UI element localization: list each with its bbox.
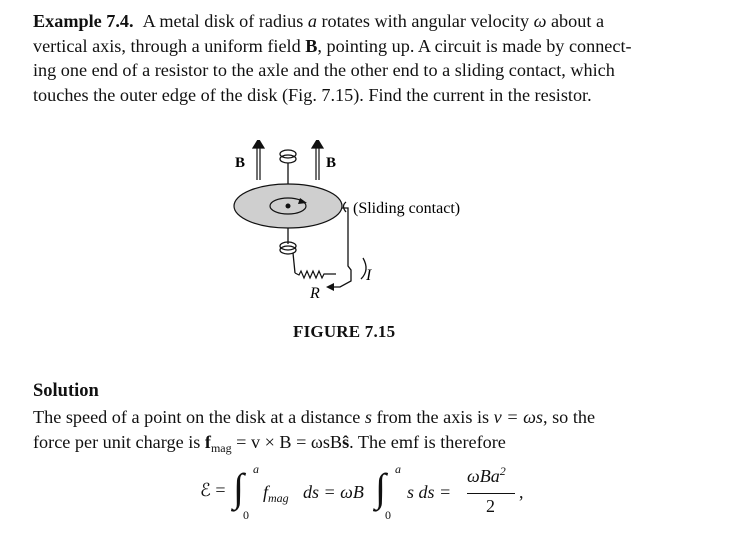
lower-bearing — [280, 228, 296, 273]
figure-caption: FIGURE 7.15 — [293, 322, 396, 341]
force-subscript: mag — [210, 440, 232, 455]
example-text: about a — [546, 11, 605, 31]
ds-term-1: ds = ωB — [303, 482, 364, 502]
solution-text: force per unit charge is — [33, 431, 205, 452]
figure-disk-circuit — [220, 140, 490, 310]
axle-center — [286, 204, 291, 209]
example-paragraph — [33, 9, 713, 107]
sliding-contact — [344, 202, 347, 212]
field-b: B — [305, 35, 318, 56]
fraction-bar — [467, 493, 515, 494]
f-symbol: f — [263, 482, 269, 502]
example-text: , pointing up. A circuit is made by connect- — [317, 35, 632, 56]
current-arrowhead-icon — [326, 283, 334, 291]
solution-line-1 — [33, 405, 683, 430]
example-line-2 — [33, 34, 713, 59]
resistor — [295, 271, 336, 278]
integral-sign-1: ∫ — [233, 465, 244, 510]
fraction-numerator — [467, 464, 506, 487]
example-text: rotates with angular velocity — [316, 11, 534, 31]
unit-vector-s: ŝ — [342, 431, 350, 452]
integral-sign-2: ∫ — [375, 465, 386, 510]
numerator-exponent: 2 — [499, 464, 506, 478]
solution-text: from the axis is — [371, 407, 494, 427]
label-resistor-r: R — [310, 285, 320, 302]
solution-heading: Solution — [33, 381, 99, 401]
var-s: s — [364, 407, 372, 427]
force-equation: = v × B = ωsB — [231, 431, 343, 452]
example-line-3: ing one end of a resistor to the axle and the other end to a sliding contact, which — [33, 60, 615, 81]
solution-text: . The emf is therefore — [349, 431, 506, 452]
integral-1-upper: a — [253, 462, 259, 476]
f-mag — [263, 482, 289, 506]
example-text: vertical axis, through a uniform field — [33, 35, 306, 56]
integral-2-lower: 0 — [385, 508, 391, 522]
ds-term-2: s ds = — [407, 482, 452, 502]
example-label: Example 7.4. — [33, 11, 134, 31]
emf-symbol: ℰ = — [200, 480, 226, 500]
equation-comma: , — [519, 482, 524, 502]
f-subscript: mag — [268, 491, 289, 505]
solution-text: The speed of a point on the disk at a distance — [33, 407, 365, 427]
solution-line-2 — [33, 430, 683, 461]
label-b-right: B — [326, 155, 337, 171]
example-line-1 — [33, 9, 713, 34]
circuit-wire — [330, 208, 351, 287]
solution-text: , so the — [543, 407, 596, 427]
integral-1-lower: 0 — [243, 508, 249, 522]
example-line-4: touches the outer edge of the disk (Fig. 7.15). Find the current in the resistor. — [33, 84, 592, 105]
numerator-text: ωBa — [467, 466, 500, 486]
var-a: a — [307, 11, 317, 31]
var-omega: ω — [533, 11, 547, 31]
label-b-left: B — [235, 155, 246, 171]
speed-equation: v = ωs — [493, 407, 544, 427]
emf-equation — [185, 460, 565, 530]
label-current-i: I — [366, 267, 372, 284]
label-sliding-contact: (Sliding contact) — [353, 200, 461, 217]
integral-2-upper: a — [395, 462, 401, 476]
solution-paragraph — [33, 405, 683, 460]
fraction-denominator: 2 — [486, 496, 495, 516]
example-text: A metal disk of radius — [142, 11, 308, 31]
force-symbol: f — [204, 431, 211, 452]
